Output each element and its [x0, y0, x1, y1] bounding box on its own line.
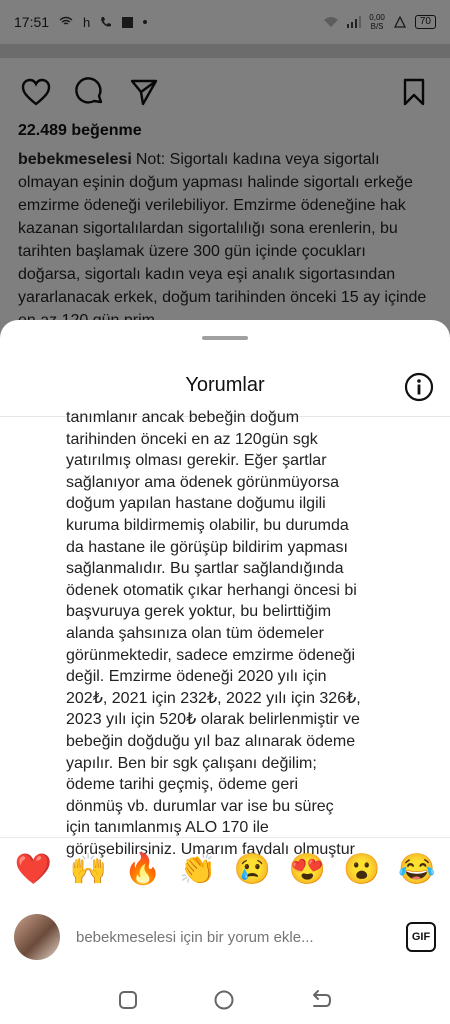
back-button[interactable]	[310, 990, 332, 1015]
gif-button[interactable]: GIF	[406, 922, 436, 952]
emoji-heart-eyes[interactable]: 😍	[288, 853, 326, 886]
comment-body: tanımlanır ancak bebeğin doğum tarihinden önceki en az 120gün sgk yatırılmış olması gerekir. Eğer şartlar sağlanıyor ama ödenek görünmüyorsa doğum yapılan hastane doğumu ilgili kuruma bildirmemiş olabilir, bu durumda da hastane ile görüşüp bildirim yapması sağlanmalıdır. Bu şartlar sağlandığında ödenek otomatik çıkar herhangi öncesi bi başvuruya gerek yoktur, bu belirttiğim alanda şahsınıza olan tüm ödemeler görünmektedir, sadece emzirme ödeneği değil. Emzirme ödeneği 2020 yılı için 202₺, 2021 için 232₺, 2022 yılı için 326₺, 2023 yılı için 520₺ olarak belirlenmiştir ve bebeğin doğduğu yıl baz alınarak ödeme yapılır. Ben bir sgk çalışanı değilim; ödeme tarihi geçmiş, ödeme geri dönmüş vb. durumlar var ise bu süreç için tanımlanmış ALO 170 ile görüşebilirsiniz. Umarım faydalı olmuştur	[66, 409, 361, 858]
emoji-raised-hands[interactable]: 🙌	[69, 853, 107, 886]
avatar	[14, 914, 60, 960]
sheet-title: Yorumlar	[185, 374, 265, 396]
comments-list[interactable]	[0, 409, 450, 858]
comment-input[interactable]	[76, 929, 396, 946]
emoji-reaction-bar	[0, 837, 450, 901]
comments-sheet	[0, 320, 450, 1024]
recent-apps-button[interactable]	[118, 990, 138, 1015]
emoji-surprised[interactable]: 😮	[343, 853, 381, 886]
emoji-crying[interactable]: 😢	[233, 853, 272, 886]
info-button[interactable]	[404, 372, 434, 402]
back-icon	[310, 990, 332, 1010]
comment-composer	[0, 907, 450, 967]
emoji-fire[interactable]: 🔥	[124, 853, 162, 886]
system-nav-bar	[0, 980, 450, 1024]
emoji-laughing[interactable]: 😂	[397, 853, 436, 886]
sheet-drag-handle[interactable]	[202, 336, 248, 340]
emoji-heart[interactable]: ❤️	[14, 853, 53, 886]
home-icon	[213, 989, 235, 1011]
emoji-clap[interactable]: 👏	[178, 853, 217, 886]
recent-apps-icon	[118, 990, 138, 1010]
home-button[interactable]	[213, 989, 235, 1016]
info-icon	[404, 372, 434, 402]
